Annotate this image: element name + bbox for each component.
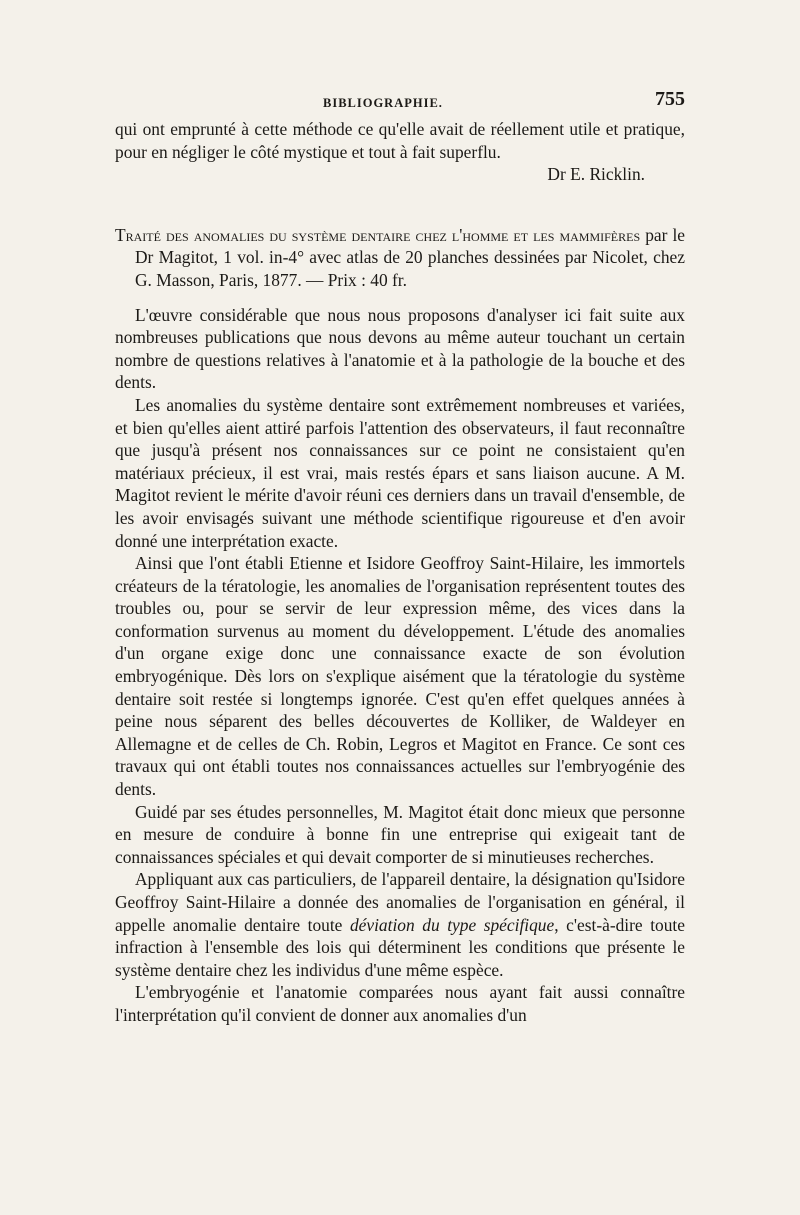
paragraph-1: L'œuvre considérable que nous nous proposons d'analyser ici fait suite aux nombreuses publications que nous devons au même auteur touchant un certain nombre de questions relatives à l'anatomie et à la pathologie de la bouche et des dents. (115, 304, 685, 393)
paragraph-6: L'embryogénie et l'anatomie comparées nous ayant fait aussi connaître l'interprétation qu'il convient de donner aux anomalies d'un (115, 982, 685, 1025)
bibliography-entry (115, 224, 685, 292)
paragraph-5 (115, 868, 685, 981)
paragraph-4: Guidé par ses études personnelles, M. Magitot était donc mieux que personne en mesure de conduire à bonne fin une entreprise qui exigeait tant de connaissances spéciales et qui devait comporter de si minutieuses recherches. (115, 801, 685, 867)
paragraph-5-text: Appliquant aux cas particuliers, de l'appareil dentaire, la désignation qu'Isidore Geoffroy Saint-Hilaire a donnée des anomalies de l'organisation en général, il appelle anomalie dentaire toute (115, 869, 685, 935)
running-head (115, 88, 685, 118)
running-head-title: BIBLIOGRAPHIE. (323, 96, 443, 110)
paragraph-5-text-end: , c'est-à-dire toute infraction à l'ensemble des lois qui déterminent les conditions que présente le système dentaire chez les individus d'une même espèce. (115, 914, 685, 980)
page-number: 755 (655, 88, 685, 110)
paragraph-2: Les anomalies du système dentaire sont extrêmement nombreuses et variées, et bien qu'elles aient attiré parfois l'attention des observateurs, il faut reconnaître que jusqu'à présent nos connaissances sur ce point ne consistaient qu'en matériaux précieux, il est vrai, mais restés épars et sans liaison aucune. A M. Magitot revient le mérite d'avoir réuni ces derniers dans un travail d'ensemble, de les avoir envisagés suivant une méthode scientifique rigoureuse et d'en avoir donné une interprétation exacte. (115, 394, 685, 551)
paragraph-5-italic-term: déviation du type spécifique (349, 914, 555, 935)
book-page (115, 88, 685, 1027)
paragraph-3: Ainsi que l'ont établi Etienne et Isidore Geoffroy Saint-Hilaire, les immortels créateurs de la tératologie, les anomalies de l'organisation représentent toutes des troubles ou, pour se servir de leur expression même, des vices dans la conformation survenus au moment du développement. L'étude des anomalies d'un organe exige donc une connaissance exacte de son évolution embryogénique. Dès lors on s'explique aisément que la tératologie du système dentaire soit restée si longtemps ignorée. C'est qu'en effet quelques années à peine nous séparent des belles découvertes de Kolliker, de Waldeyer en Allemagne et de celles de Ch. Robin, Legros et Magitot en France. Ce sont ces travaux qui ont établi toutes nos connaissances actuelles sur l'embryogénie des dents. (115, 553, 685, 800)
entry-details: par le Dr Magitot, 1 vol. in-4° avec atlas de 20 planches dessinées par Nicolet, chez G. Masson, Paris, 1877. — Prix : 40 fr. (135, 224, 685, 290)
entry-title: Traité des anomalies du système dentaire chez l'homme et les mammifères (115, 224, 641, 245)
review-signature: Dr E. Ricklin. (547, 164, 645, 185)
continuation-paragraph: qui ont emprunté à cette méthode ce qu'elle avait de réellement utile et pratique, pour en négliger le côté mystique et tout à fait superflu. (115, 119, 685, 162)
review-body (115, 304, 685, 1027)
